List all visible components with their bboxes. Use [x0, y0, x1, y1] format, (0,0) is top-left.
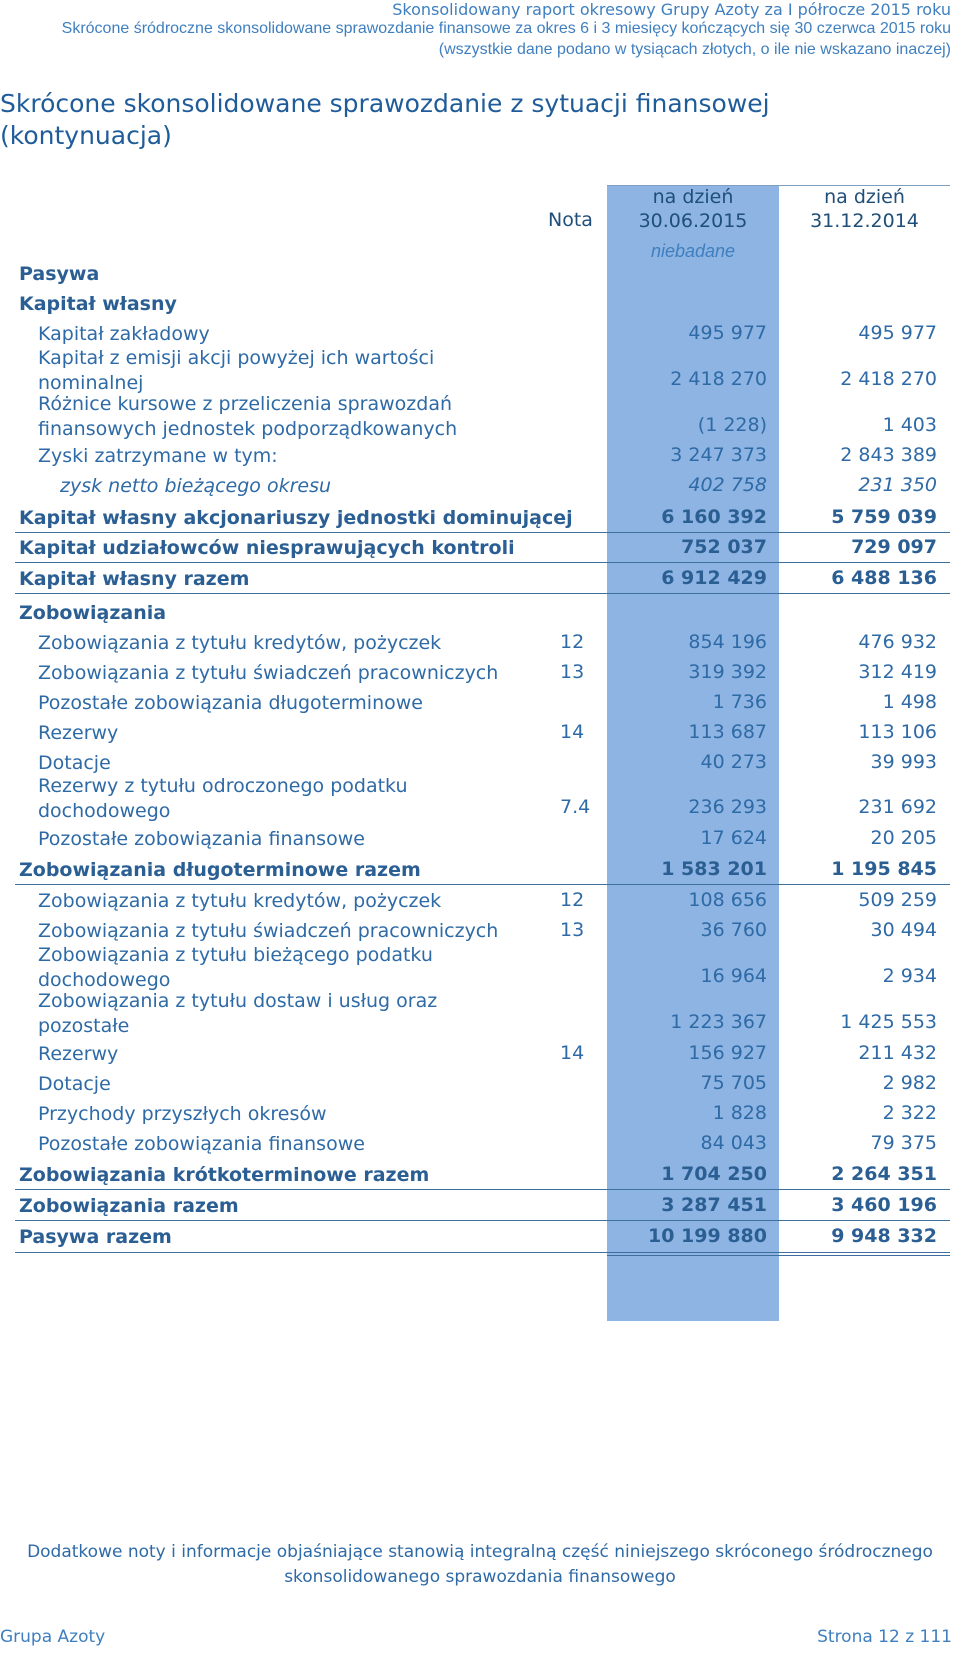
column-header-current-date: 30.06.2015 — [638, 210, 748, 232]
row-note-ref: 14 — [560, 721, 585, 743]
row-label-line: Zobowiązania z tytułu bieżącego podatku — [38, 944, 433, 966]
row-label — [19, 601, 166, 626]
row-label — [38, 989, 437, 1039]
row-label — [19, 1225, 172, 1250]
row-note-ref: 7.4 — [560, 796, 591, 818]
value-2014-12-31: 9 948 332 — [831, 1225, 937, 1247]
value-2014-12-31: 6 488 136 — [831, 567, 937, 589]
row-label-line: Kapitał udziałowców niesprawujących kontroli — [19, 537, 515, 559]
row-label-line: Zobowiązania — [19, 602, 167, 624]
row-label — [19, 262, 99, 287]
value-2015-06-30: 319 392 — [688, 661, 767, 683]
value-2014-12-31: 113 106 — [858, 721, 937, 743]
row-label-line: Kapitał z emisji akcji powyżej ich wartości — [38, 347, 435, 369]
row-label — [19, 506, 573, 531]
column-header-current — [607, 185, 779, 233]
row-label-line: Zobowiązania z tytułu kredytów, pożyczek — [38, 890, 442, 912]
value-2015-06-30: 1 704 250 — [661, 1163, 767, 1185]
total-underline — [15, 562, 950, 563]
row-label-line: Zobowiązania z tytułu świadczeń pracowniczych — [38, 920, 499, 942]
value-2014-12-31: 1 498 — [882, 691, 937, 713]
title-line-1: Skrócone skonsolidowane sprawozdanie z sytuacji finansowej — [0, 89, 770, 118]
row-label-line: Pasywa razem — [19, 1226, 172, 1248]
value-2014-12-31: 3 460 196 — [831, 1194, 937, 1216]
unaudited-label: niebadane — [650, 241, 736, 261]
row-note-ref: 12 — [560, 631, 585, 653]
value-2015-06-30: 236 293 — [688, 796, 767, 818]
value-2015-06-30: 854 196 — [688, 631, 767, 653]
value-2014-12-31: 1 403 — [882, 414, 937, 436]
total-underline — [15, 884, 950, 885]
row-note-ref: 13 — [560, 661, 585, 683]
column-header-prior-line1: na dzień — [824, 186, 905, 208]
value-2015-06-30: 752 037 — [681, 536, 767, 558]
row-label — [38, 943, 433, 993]
row-label-line: Kapitał zakładowy — [38, 323, 210, 345]
row-label — [38, 691, 423, 716]
row-label-line: Zobowiązania z tytułu kredytów, pożyczek — [38, 632, 442, 654]
value-2015-06-30: 1 736 — [712, 691, 767, 713]
row-label — [38, 827, 365, 852]
row-label — [19, 1163, 429, 1188]
value-2015-06-30: 3 287 451 — [661, 1194, 767, 1216]
row-label — [60, 474, 331, 499]
footer-note-line-2: skonsolidowanego sprawozdania finansowego — [284, 1567, 676, 1587]
row-label-line: Kapitał własny razem — [19, 568, 250, 590]
value-2014-12-31: 2 418 270 — [840, 368, 937, 390]
value-2015-06-30: 1 583 201 — [661, 858, 767, 880]
value-2014-12-31: 1 195 845 — [831, 858, 937, 880]
report-subheader-line: Skrócone śródroczne skonsolidowane sprawozdanie finansowe za okres 6 i 3 miesięcy kończących się 30 czerwca 2015 roku — [61, 20, 951, 37]
row-label — [19, 1194, 239, 1219]
row-label — [38, 774, 408, 824]
row-label-line: Pozostałe zobowiązania finansowe — [38, 1133, 365, 1155]
value-2014-12-31: 2 264 351 — [831, 1163, 937, 1185]
row-label-line: dochodowego — [38, 800, 171, 822]
row-label — [38, 631, 441, 656]
footer-company: Grupa Azoty — [0, 1627, 106, 1647]
row-label-line: Zobowiązania razem — [19, 1195, 239, 1217]
value-2015-06-30: 17 624 — [700, 827, 767, 849]
footer-note-line-1: Dodatkowe noty i informacje objaśniające stanowią integralną część niniejszego skróconego śródrocznego — [27, 1542, 933, 1562]
value-2015-06-30: 156 927 — [688, 1042, 767, 1064]
column-header-current-line1: na dzień — [652, 186, 734, 208]
value-2014-12-31: 312 419 — [858, 661, 937, 683]
row-label-line: Dotacje — [38, 1073, 111, 1095]
report-header-line: Skonsolidowany raport okresowy Grupy Azoty za I półrocze 2015 roku — [392, 0, 951, 19]
row-label-line: Pasywa — [19, 263, 100, 285]
total-double-underline — [607, 1255, 950, 1256]
value-2015-06-30: 3 247 373 — [670, 444, 767, 466]
page-number: Strona 12 z 111 — [817, 1627, 952, 1647]
column-header-prior-date: 31.12.2014 — [810, 210, 919, 232]
row-label-line: zysk netto bieżącego okresu — [60, 475, 332, 497]
value-2015-06-30: 1 828 — [712, 1102, 767, 1124]
row-label-line: Przychody przyszłych okresów — [38, 1103, 327, 1125]
row-label — [38, 1042, 118, 1067]
value-2015-06-30: 10 199 880 — [648, 1225, 767, 1247]
value-2015-06-30: 2 418 270 — [670, 368, 767, 390]
row-label — [38, 919, 498, 944]
row-label-line: Rezerwy — [38, 722, 119, 744]
row-note-ref: 13 — [560, 919, 585, 941]
row-label-line: Kapitał własny akcjonariuszy jednostki dominującej — [19, 507, 573, 529]
row-label-line: Dotacje — [38, 752, 111, 774]
value-2014-12-31: 231 350 — [858, 474, 937, 496]
value-2014-12-31: 729 097 — [851, 536, 937, 558]
value-2015-06-30: 1 223 367 — [670, 1011, 767, 1033]
total-underline — [15, 1220, 950, 1221]
page-title — [0, 88, 770, 152]
row-label — [38, 751, 111, 776]
row-label — [38, 1102, 327, 1127]
row-label-line: dochodowego — [38, 969, 171, 991]
value-2014-12-31: 79 375 — [870, 1132, 937, 1154]
row-label — [19, 567, 249, 592]
value-2014-12-31: 39 993 — [870, 751, 937, 773]
value-2014-12-31: 30 494 — [870, 919, 937, 941]
value-2014-12-31: 5 759 039 — [831, 506, 937, 528]
value-2014-12-31: 2 982 — [882, 1072, 937, 1094]
row-label — [38, 661, 498, 686]
row-label — [19, 536, 515, 561]
value-2014-12-31: 476 932 — [858, 631, 937, 653]
row-label-line: Kapitał własny — [19, 293, 177, 315]
value-2014-12-31: 495 977 — [858, 322, 937, 344]
nota-column-header: Nota — [548, 209, 593, 231]
row-label — [38, 322, 210, 347]
row-note-ref: 12 — [560, 889, 585, 911]
row-label-line: Zyski zatrzymane w tym: — [38, 445, 278, 467]
total-underline — [15, 532, 950, 533]
row-label — [38, 444, 278, 469]
row-label-line: Zobowiązania krótkoterminowe razem — [19, 1164, 430, 1186]
column-header-prior — [779, 185, 950, 233]
row-label-line: finansowych jednostek podporządkowanych — [38, 418, 458, 440]
value-2015-06-30: 402 758 — [688, 474, 767, 496]
value-2014-12-31: 2 843 389 — [840, 444, 937, 466]
row-label-line: Rezerwy — [38, 1043, 119, 1065]
row-label-line: Pozostałe zobowiązania finansowe — [38, 828, 365, 850]
row-label — [38, 889, 441, 914]
value-2015-06-30: 113 687 — [688, 721, 767, 743]
row-label — [38, 1072, 111, 1097]
row-label-line: pozostałe — [38, 1015, 130, 1037]
row-label-line: Pozostałe zobowiązania długoterminowe — [38, 692, 423, 714]
row-label-line: Zobowiązania z tytułu świadczeń pracowniczych — [38, 662, 499, 684]
value-2015-06-30: 6 160 392 — [661, 506, 767, 528]
value-2014-12-31: 509 259 — [858, 889, 937, 911]
value-2014-12-31: 211 432 — [858, 1042, 937, 1064]
value-2015-06-30: 75 705 — [700, 1072, 767, 1094]
value-2015-06-30: 495 977 — [688, 322, 767, 344]
value-2015-06-30: 36 760 — [700, 919, 767, 941]
value-2015-06-30: (1 228) — [697, 414, 767, 436]
value-2014-12-31: 231 692 — [858, 796, 937, 818]
value-2015-06-30: 108 656 — [688, 889, 767, 911]
title-line-2: (kontynuacja) — [0, 121, 172, 150]
value-2014-12-31: 20 205 — [870, 827, 937, 849]
value-2014-12-31: 2 934 — [882, 965, 937, 987]
value-2015-06-30: 84 043 — [700, 1132, 767, 1154]
row-label-line: Różnice kursowe z przeliczenia sprawozdań — [38, 393, 453, 415]
value-2014-12-31: 1 425 553 — [840, 1011, 937, 1033]
value-2014-12-31: 2 322 — [882, 1102, 937, 1124]
total-underline — [15, 593, 950, 594]
row-label — [19, 858, 421, 883]
row-label-line: Rezerwy z tytułu odroczonego podatku — [38, 775, 408, 797]
row-label-line: Zobowiązania długoterminowe razem — [19, 859, 421, 881]
total-underline — [15, 1252, 950, 1253]
value-2015-06-30: 40 273 — [700, 751, 767, 773]
units-note: (wszystkie dane podano w tysiącach złotych, o ile nie wskazano inaczej) — [438, 41, 951, 58]
row-label — [38, 346, 434, 396]
row-label-line: nominalnej — [38, 372, 144, 394]
row-note-ref: 14 — [560, 1042, 585, 1064]
value-2015-06-30: 6 912 429 — [661, 567, 767, 589]
footer-note — [0, 1540, 960, 1590]
row-label — [19, 292, 177, 317]
row-label-line: Zobowiązania z tytułu dostaw i usług oraz — [38, 990, 438, 1012]
row-label — [38, 1132, 365, 1157]
value-2015-06-30: 16 964 — [700, 965, 767, 987]
row-label — [38, 721, 118, 746]
row-label — [38, 392, 457, 442]
total-underline — [15, 1189, 950, 1190]
